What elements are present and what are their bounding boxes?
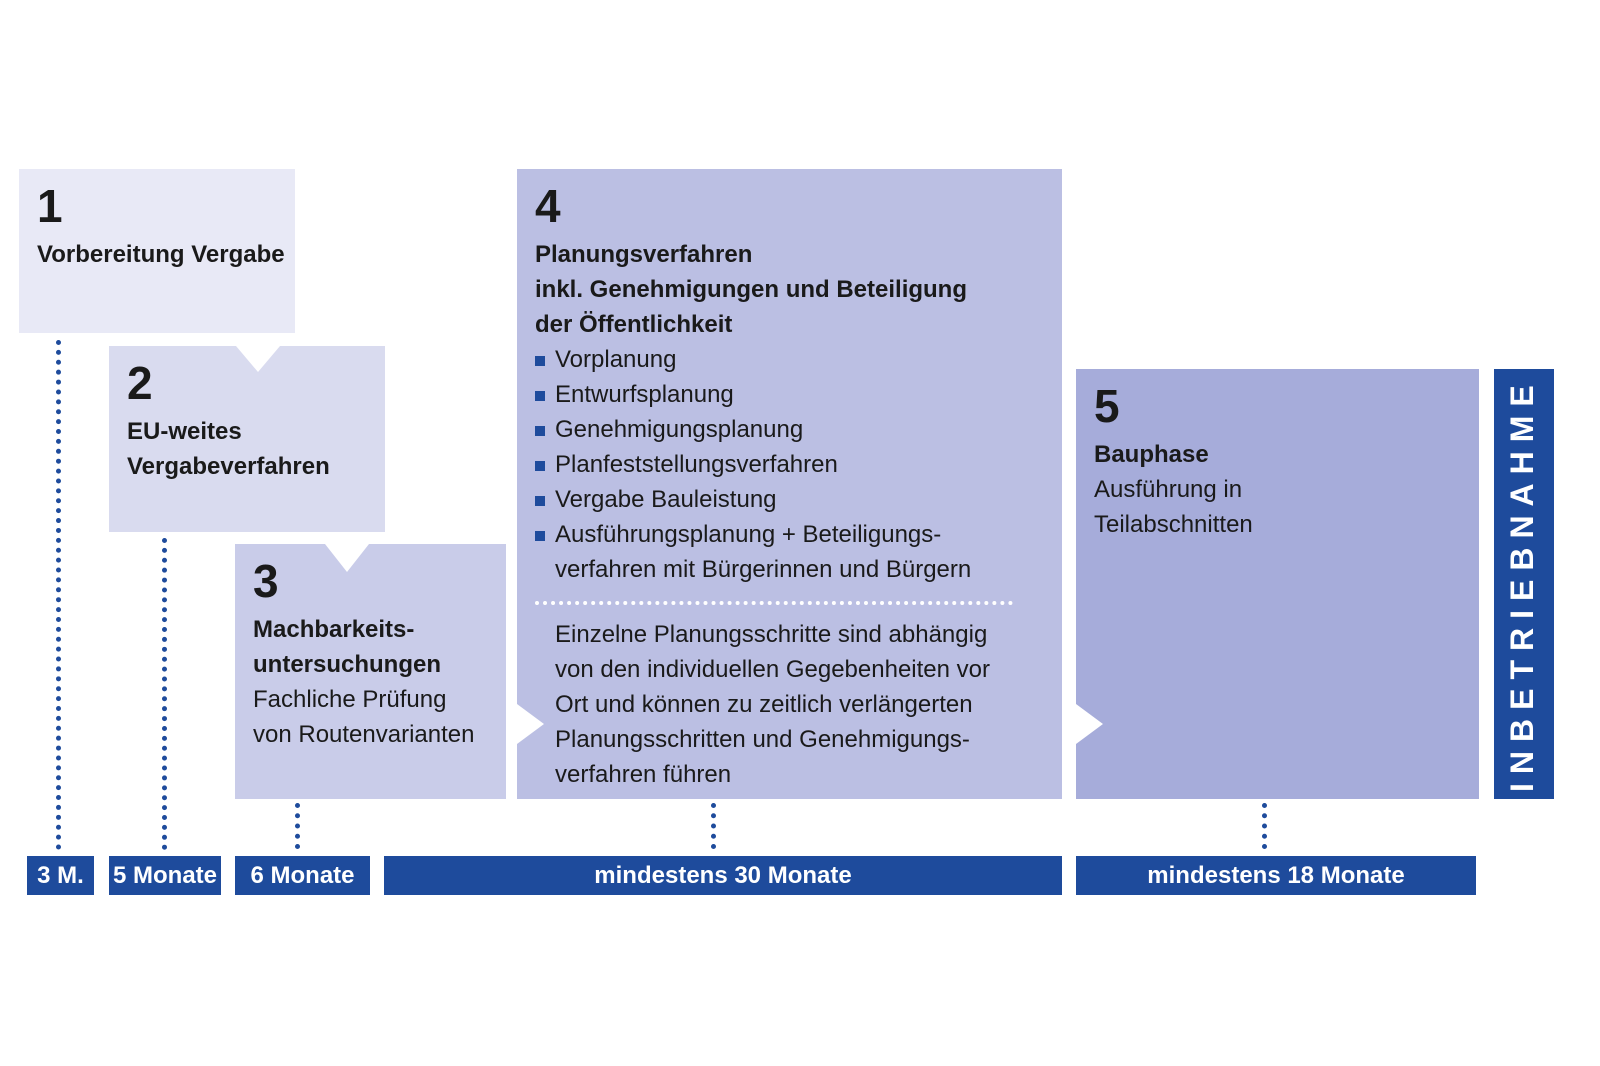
step-4-arrow-notch [517,704,544,744]
step-4-note-line-3: Ort und können zu zeitlich verlängerten [555,691,973,718]
step-2-box [109,346,385,532]
step-3-title-line-2: untersuchungen [253,651,442,678]
step-4-bullet-ausfuehrungsplanung [535,517,1062,587]
step-1-connector [56,340,61,850]
commissioning-bar [1494,369,1554,799]
step-3-title-line-1: Machbarkeits- [253,616,415,643]
step-4-box [517,169,1062,799]
step-1-title: Vorbereitung Vergabe [37,241,285,268]
step-2-title-line-2: Vergabeverfahren [127,453,330,480]
step-4-separator [535,601,1013,605]
step-3-text-line-1: Fachliche Prüfung [253,686,447,713]
step-4-note-line-2: von den individuellen Gegebenheiten vor [555,656,990,683]
step-4-number: 4 [535,180,561,232]
step-4-note-line-1: Einzelne Planungsschritte sind abhängig [555,621,988,648]
step-1-box [19,169,295,333]
step-4-bullet-list [535,342,1062,587]
step-4-bullet-ausfuehrungsplanung-line-2: verfahren mit Bürgerinnen und Bürgern [555,556,972,583]
commissioning-label: INBETRIEBNAHME [1504,376,1540,792]
step-5-number: 5 [1094,380,1120,432]
step-4-title-line-3: der Öffentlichkeit [535,311,733,338]
step-5-arrow-notch [1076,704,1103,744]
step-4-title-line-2: inkl. Genehmigungen und Beteiligung [535,276,967,303]
duration-step-5: mindestens 18 Monate [1076,856,1476,895]
step-5-text-line-1: Ausführung in [1094,476,1243,503]
step-1-number: 1 [37,180,63,232]
step-4-bullet-planfeststellung: Planfeststellungsverfahren [535,447,1062,482]
step-4-bullet-ausfuehrungsplanung-line-1: Ausführungsplanung + Beteiligungs- [555,521,942,548]
step-5-connector [1262,803,1267,849]
step-4-title-line-1: Planungsverfahren [535,241,753,268]
step-4-bullet-entwurfsplanung: Entwurfsplanung [535,377,1062,412]
duration-step-3: 6 Monate [235,856,370,895]
step-3-number: 3 [253,555,279,607]
step-2-notch [236,346,280,372]
step-4-bullet-vorplanung: Vorplanung [535,342,1062,377]
step-3-text-line-2: von Routenvarianten [253,721,475,748]
step-3-connector [295,803,300,849]
step-2-number: 2 [127,357,153,409]
step-3-notch [325,544,369,572]
step-4-note-line-5: verfahren führen [555,761,732,788]
duration-step-2: 5 Monate [109,856,221,895]
step-4-connector [711,803,716,849]
step-5-title: Bauphase [1094,441,1209,468]
step-2-connector [162,538,167,850]
duration-step-1: 3 M. [27,856,94,895]
step-2-title-line-1: EU-weites [127,418,242,445]
step-5-text-line-2: Teilabschnitten [1094,511,1253,538]
step-4-note [535,617,1062,792]
step-3-box [235,544,506,799]
duration-step-4: mindestens 30 Monate [384,856,1062,895]
step-4-bullet-genehmigungsplanung: Genehmigungsplanung [535,412,1062,447]
step-4-bullet-vergabe: Vergabe Bauleistung [535,482,1062,517]
step-4-note-line-4: Planungsschritten und Genehmigungs- [555,726,970,753]
step-5-box [1076,369,1479,799]
